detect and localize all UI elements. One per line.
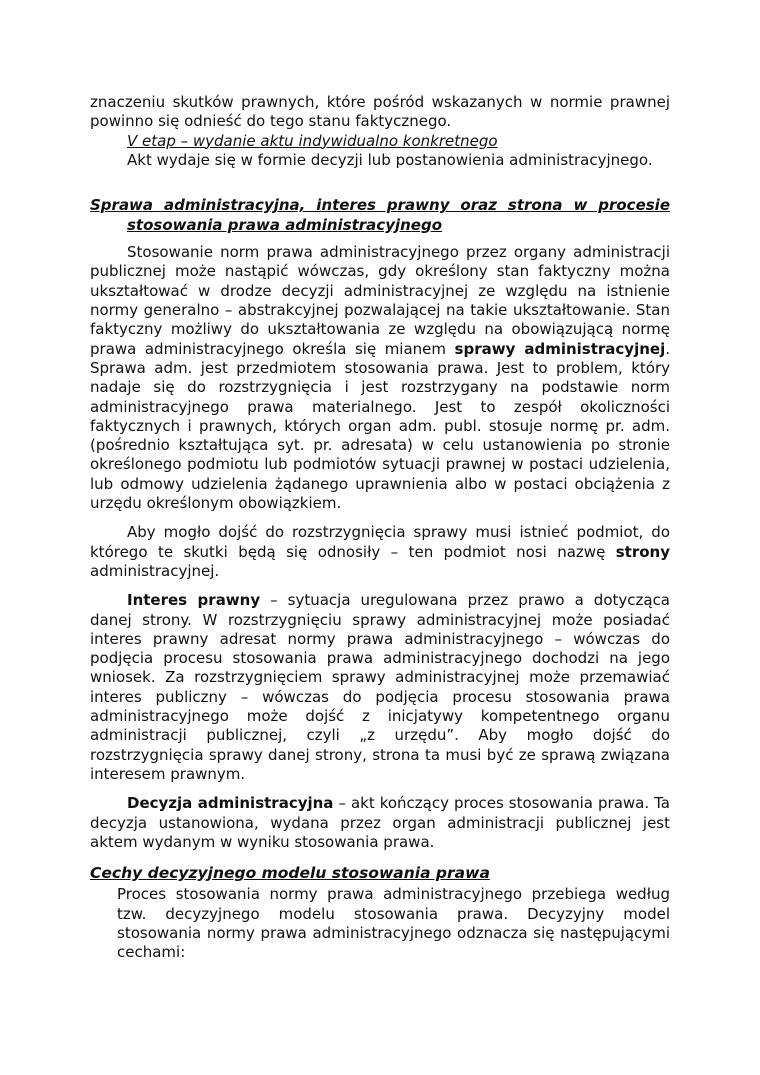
paragraph-text: Aby mogło dojść do rozstrzygnięcia sprawy musi istnieć podmiot, do którego te skutki będą się odnosiły – ten podmiot nosi nazwę bbox=[90, 523, 670, 561]
stage-title: V etap – wydanie aktu indywidualno konkretnego bbox=[127, 131, 498, 150]
paragraph-text: . Sprawa adm. jest przedmiotem stosowania prawa. Jest to problem, który nadaje się do rozstrzygnięcia i jest rozstrzygany na podstawie norm administracyjnego prawa materialnego. Jest to zespół okoliczności faktycznych i prawnych, których organ adm. publ. stosuje normę pr. adm. (pośrednio kształtująca syt. pr. adresata) w celu ustanowienia po stronie określonego podmiotu lub podmiotów sytuacji prawnej w postaci udzielenia, lub odmowy udzielenia żądanego uprawnienia albo w postaci obciążenia z urzędu określonym obowiązkiem. bbox=[90, 339, 670, 513]
page-content bbox=[90, 93, 670, 963]
paragraph-text: administracyjnej. bbox=[90, 561, 220, 580]
paragraph-cechy-modelu: Proces stosowania normy prawa administracyjnego przebiega według tzw. decyzyjnego modelu stosowania prawa. Decyzyjny model stosowania normy prawa administracyjnego odznacza się następującymi cechami: bbox=[117, 885, 670, 962]
term-strona: strony bbox=[615, 542, 670, 561]
section-heading-cechy-modelu: Cechy decyzyjnego modelu stosowania prawa bbox=[90, 864, 490, 883]
paragraph-text: – sytuacja uregulowana przez prawo a dotycząca danej strony. W rozstrzygnięciu sprawy administracyjnej może posiadać interes prawny adresat normy prawa administracyjnego – wówczas do podjęcia procesu stosowania prawa administracyjnego dochodzi na jego wniosek. Za rozstrzygnięciem sprawy administracyjnej może przemawiać interes publiczny – wówczas do podjęcia procesu stosowania prawa administracyjnego może dojść z inicjatywy kompetentnego organu administracji publicznej, czyli „z urzędu”. Aby mogło dojść do rozstrzygnięcia sprawy danej strony, strona ta musi być ze sprawą związana interesem prawnym. bbox=[90, 591, 671, 783]
term-sprawa-administracyjna: sprawy administracyjnej bbox=[454, 339, 666, 358]
paragraph-text: Stosowanie norm prawa administracyjnego przez organy administracji publicznej może nastąpić wówczas, gdy określony stan faktyczny można ukształtować w drodze decyzji administracyjnej ze względu na istnienie normy generalno – abstrakcyjnej pozwalającej na takie ukształtowanie. Stan faktyczny możliwy do ukształtowania ze względu na obowiązującą normę prawa administracyjnego określa się mianem bbox=[90, 243, 670, 358]
term-interes-prawny: Interes prawny bbox=[127, 591, 261, 610]
term-decyzja-administracyjna: Decyzja administracyjna bbox=[127, 794, 334, 813]
paragraph-text: – akt kończący proces stosowania prawa. Ta decyzja ustanowiona, wydana przez organ administracji publicznej jest aktem wydanym w wyniku stosowania prawa. bbox=[90, 794, 670, 851]
paragraph-sprawa-administracyjna bbox=[90, 243, 670, 513]
intro-continuation: znaczeniu skutków prawnych, które pośród wskazanych w normie prawnej powinno się odnieść do tego stanu faktycznego. bbox=[90, 93, 670, 131]
paragraph-strona bbox=[90, 523, 670, 581]
paragraph-interes-prawny bbox=[90, 591, 670, 784]
section-heading-sprawa-administracyjna: Sprawa administracyjna, interes prawny oraz strona w procesie stosowania prawa administracyjnego bbox=[90, 196, 670, 234]
stage-text: Akt wydaje się w formie decyzji lub postanowienia administracyjnego. bbox=[127, 150, 653, 169]
paragraph-decyzja-administracyjna bbox=[90, 794, 670, 852]
